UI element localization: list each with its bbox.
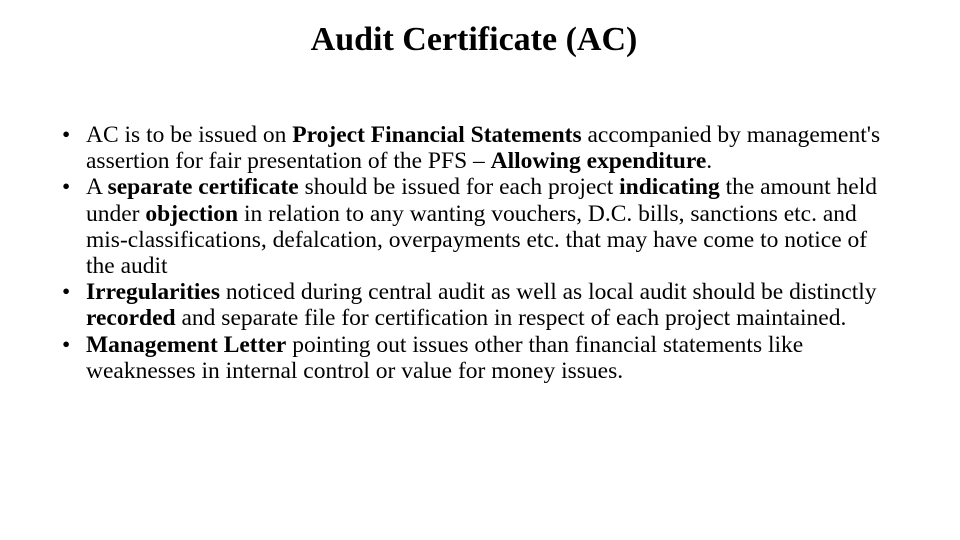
bullet-list <box>60 122 890 384</box>
bullet-item <box>60 174 890 279</box>
bullet-segment: AC is to be issued on <box>86 122 293 148</box>
bullet-segment-bold: objection <box>145 200 239 227</box>
slide-title: Audit Certificate (AC) <box>310 21 638 58</box>
bullet-segment-bold: Project Financial Statements <box>292 122 582 148</box>
bullet-segment: accompanied by management's assertion for fair presentation of the PFS – <box>86 122 881 175</box>
bullet-marker: • <box>62 174 71 201</box>
bullet-segment: . <box>706 148 713 175</box>
bullet-segment: noticed during central audit as well as local audit should be distinctly <box>220 279 877 306</box>
bullet-item <box>60 279 890 331</box>
bullet-segment: and separate file for certification in respect of each project maintained. <box>175 305 847 332</box>
bullet-segment-bold: Allowing expenditure <box>490 148 707 175</box>
bullet-item <box>60 122 890 174</box>
bullet-segment-bold: Irregularities <box>86 279 221 306</box>
bullet-segment-bold: indicating <box>619 174 720 201</box>
bullet-segment: should be issued for each project <box>298 174 620 201</box>
bullet-segment: pointing out issues other than financial statements like weaknesses in internal control or value for money issues. <box>86 331 804 384</box>
bullet-segment: A <box>86 174 108 201</box>
bullet-marker: • <box>62 122 71 148</box>
bullet-segment-bold: Management Letter <box>86 331 287 358</box>
bullet-segment: in relation to any wanting vouchers, D.C. bills, sanctions etc. and mis-classifications, defalcation, overpayments etc. that may have come to notice of the audit <box>86 200 868 280</box>
bullet-marker: • <box>62 279 71 306</box>
bullet-segment-bold: separate certificate <box>107 174 299 201</box>
bullet-segment: the amount held under <box>86 174 877 227</box>
bullet-item <box>60 332 890 384</box>
bullet-segment-bold: recorded <box>86 305 176 332</box>
bullet-marker: • <box>62 331 71 358</box>
